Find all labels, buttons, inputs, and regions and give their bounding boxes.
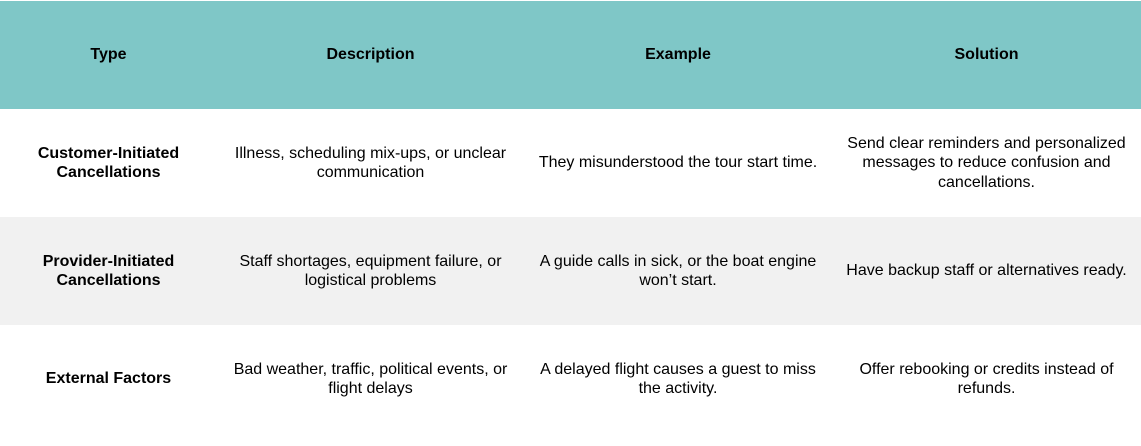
header-solution: Solution (832, 1, 1141, 109)
row-solution-cell: Offer rebooking or credits instead of refunds. (859, 360, 1114, 397)
row-type-cell: Provider-Initiated Cancellations (0, 217, 217, 325)
cancellation-types-table (0, 1, 1141, 433)
row-example-cell: A guide calls in sick, or the boat engine won’t start. (524, 217, 832, 325)
row-description-cell: Illness, scheduling mix-ups, or unclear communication (234, 144, 507, 181)
row-solution-cell: Have backup staff or alternatives ready. (832, 217, 1141, 325)
row-example-cell: A delayed flight causes a guest to miss the activity. (540, 360, 816, 397)
row-solution-cell: Send clear reminders and personalized messages to reduce confusion and cancellations. (847, 134, 1126, 191)
row-example-cell: They misunderstood the tour start time. (538, 154, 818, 172)
row-type-cell: Customer-Initiated Cancellations (37, 144, 180, 181)
header-description: Description (217, 1, 524, 109)
header-type: Type (0, 1, 217, 109)
row-type-cell: External Factors (45, 370, 172, 388)
header-example: Example (524, 1, 832, 109)
row-description-cell: Bad weather, traffic, political events, or flight delays (233, 360, 508, 397)
row-description-cell: Staff shortages, equipment failure, or logistical problems (217, 217, 524, 325)
